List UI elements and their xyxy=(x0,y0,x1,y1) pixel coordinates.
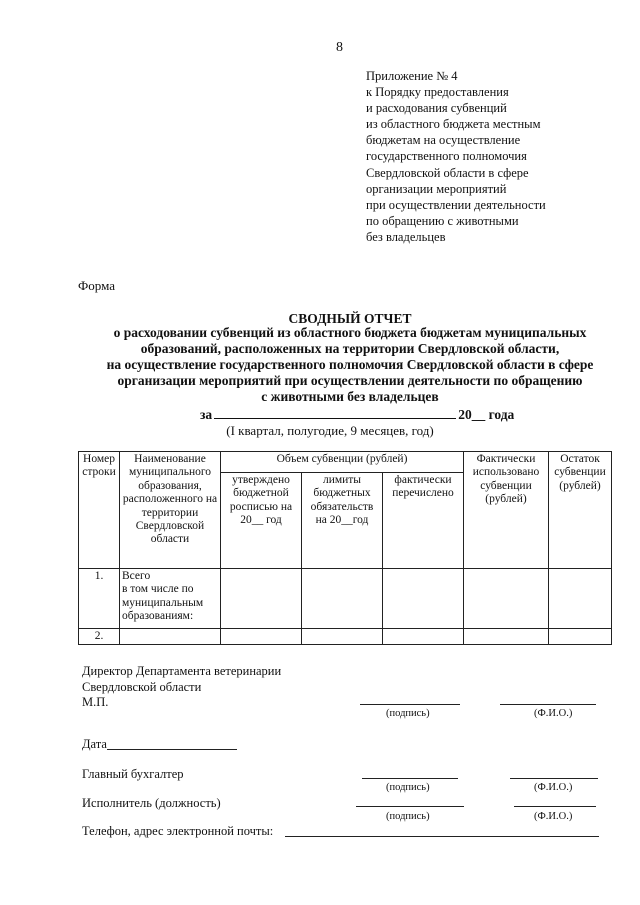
header-approved: утверждено бюджетной росписью на 20__ год xyxy=(221,473,302,569)
page-number: 8 xyxy=(336,40,343,55)
name-caption: (Ф.И.О.) xyxy=(534,708,573,719)
appendix-line: и расходования субвенций xyxy=(366,101,507,116)
za-label: за xyxy=(200,407,213,422)
date-line[interactable] xyxy=(107,749,237,750)
row-number: 1. xyxy=(79,569,120,629)
director-signature-line[interactable] xyxy=(360,704,460,705)
accountant-signature-line[interactable] xyxy=(362,778,458,779)
header-municipality: Наименование муниципального образования, расположенного на территории Свердловской области xyxy=(120,452,221,569)
signature-caption: (подпись) xyxy=(386,708,430,719)
report-subtitle-line: организации мероприятий при осуществлении деятельности по обращению xyxy=(117,373,583,388)
report-subtitle-line: образований, расположенных на территории Свердловской области, xyxy=(140,341,560,356)
director-name-line[interactable] xyxy=(500,704,596,705)
report-table xyxy=(78,451,612,645)
executor-name-line[interactable] xyxy=(514,806,596,807)
period-hint: (I квартал, полугодие, 9 месяцев, год) xyxy=(226,423,434,438)
report-subtitle-line: на осуществление государственного полномочия Свердловской области в сфере xyxy=(106,357,594,372)
appendix-line: организации мероприятий xyxy=(366,181,507,196)
executor-label: Исполнитель (должность) xyxy=(82,796,221,810)
report-subtitle-line: с животными без владельцев xyxy=(261,389,439,404)
period-blank[interactable] xyxy=(214,406,456,419)
cell-limits[interactable] xyxy=(302,569,383,629)
header-transferred: фактически перечислено xyxy=(383,473,464,569)
appendix-line: по обращению с животными xyxy=(366,213,519,228)
appendix-line: Свердловской области в сфере xyxy=(366,165,529,180)
appendix-line: государственного полномочия xyxy=(366,149,527,164)
cell-used[interactable] xyxy=(464,569,549,629)
header-limits: лимиты бюджетных обязательств на 20__год xyxy=(302,473,383,569)
appendix-block xyxy=(366,68,546,245)
cell-balance[interactable] xyxy=(549,629,612,645)
header-actually-used: Фактически использовано субвенции (рублей) xyxy=(464,452,549,569)
table-row xyxy=(79,569,612,629)
cell-balance[interactable] xyxy=(549,569,612,629)
row-municipality[interactable] xyxy=(120,629,221,645)
cell-transferred[interactable] xyxy=(383,629,464,645)
accountant-name-line[interactable] xyxy=(510,778,598,779)
name-caption: (Ф.И.О.) xyxy=(534,782,573,793)
signature-caption: (подпись) xyxy=(386,811,430,822)
appendix-line: при осуществлении деятельности xyxy=(366,197,546,212)
stamp-label: М.П. xyxy=(82,695,109,709)
date-label: Дата xyxy=(82,737,107,751)
header-balance: Остаток субвенции (рублей) xyxy=(549,452,612,569)
year-label: 20__ года xyxy=(458,407,515,422)
executor-signature-line[interactable] xyxy=(356,806,464,807)
row-number: 2. xyxy=(79,629,120,645)
row-municipality: Всего в том числе по муниципальным образованиям: xyxy=(120,569,221,629)
header-subvention-volume: Объем субвенции (рублей) xyxy=(221,452,464,473)
director-title-line2: Свердловской области xyxy=(82,680,202,694)
report-subtitle-line: о расходовании субвенций из областного бюджета бюджетам муниципальных xyxy=(113,325,587,340)
chief-accountant-label: Главный бухгалтер xyxy=(82,767,184,781)
appendix-line: Приложение № 4 xyxy=(366,69,458,83)
appendix-line: без владельцев xyxy=(366,229,446,244)
name-caption: (Ф.И.О.) xyxy=(534,811,573,822)
report-title: СВОДНЫЙ ОТЧЕТ xyxy=(288,311,412,326)
cell-used[interactable] xyxy=(464,629,549,645)
form-label: Форма xyxy=(78,278,115,293)
appendix-line: бюджетам на осуществление xyxy=(366,133,521,148)
director-title-line1: Директор Департамента ветеринарии xyxy=(82,664,282,678)
cell-transferred[interactable] xyxy=(383,569,464,629)
table-row xyxy=(79,629,612,645)
appendix-line: из областного бюджета местным xyxy=(366,117,541,132)
cell-approved[interactable] xyxy=(221,569,302,629)
contacts-line[interactable] xyxy=(285,836,599,837)
cell-limits[interactable] xyxy=(302,629,383,645)
contacts-label: Телефон, адрес электронной почты: xyxy=(82,824,274,838)
appendix-line: к Порядку предоставления xyxy=(366,85,509,100)
report-period-line xyxy=(200,406,514,423)
header-row-number: Номер строки xyxy=(79,452,120,569)
cell-approved[interactable] xyxy=(221,629,302,645)
signature-caption: (подпись) xyxy=(386,782,430,793)
